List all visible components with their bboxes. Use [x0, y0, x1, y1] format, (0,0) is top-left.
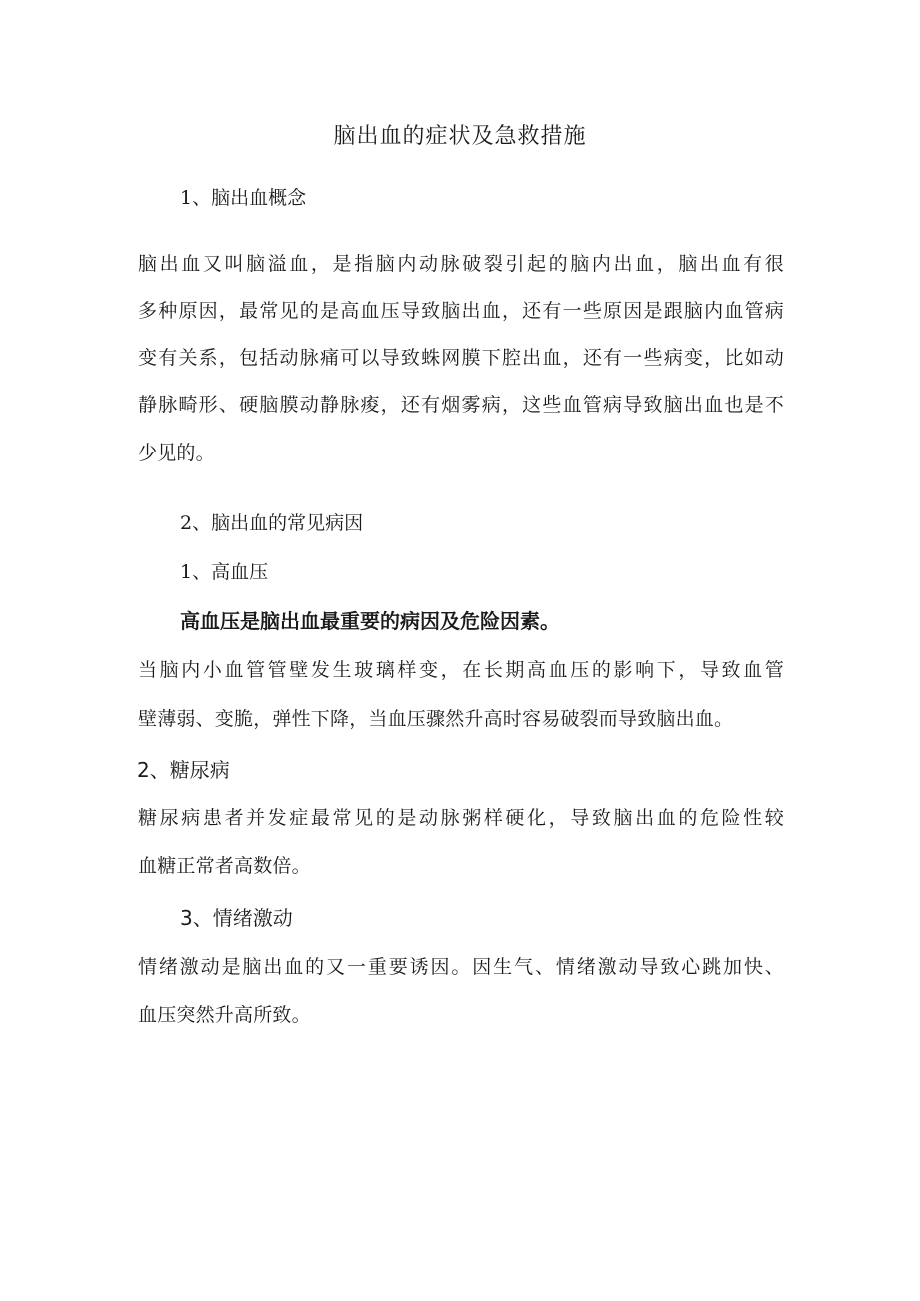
hypertension-paragraph-line: 当脑内小血管管壁发生玻璃样变，在长期高血压的影响下，导致血管	[138, 659, 784, 681]
subheading-diabetes: 2、糖尿病	[137, 758, 230, 782]
diabetes-paragraph-line: 糖尿病患者并发症最常见的是动脉粥样硬化，导致脑出血的危险性较	[138, 807, 784, 829]
subheading-hypertension: 1、高血压	[180, 561, 269, 583]
concept-paragraph-line: 静脉畸形、硬脑膜动静脉痠，还有烟雾病，这些血管病导致脑出血也是不	[138, 394, 784, 416]
section-heading-causes: 2、脑出血的常见病因	[180, 512, 364, 534]
concept-paragraph-line: 变有关系，包括动脉痛可以导致蛛网膜下腔出血，还有一些病变，比如动	[138, 347, 784, 369]
hypertension-emphasis: 高血压是脑出血最重要的病因及危险因素。	[180, 609, 560, 633]
diabetes-paragraph-line: 血糖正常者高数倍。	[138, 855, 311, 877]
concept-paragraph-line: 少见的。	[138, 442, 215, 464]
section-heading-concept: 1、脑出血概念	[180, 187, 307, 209]
concept-paragraph-line: 多种原因，最常见的是高血压导致脑出血，还有一些原因是跟脑内血管病	[138, 300, 784, 322]
document-title: 脑出血的症状及急救措施	[333, 124, 587, 149]
emotion-paragraph-line: 情绪激动是脑出血的又一重要诱因。因生气、情绪激动导致心跳加快、	[138, 956, 784, 978]
hypertension-paragraph-line: 壁薄弱、变脆，弹性下降，当血压骤然升高时容易破裂而导致脑出血。	[138, 708, 734, 730]
subheading-emotion: 3、情绪激动	[180, 906, 293, 930]
concept-paragraph-line: 脑出血又叫脑溢血，是指脑内动脉破裂引起的脑内出血，脑出血有很	[138, 253, 784, 275]
emotion-paragraph-line: 血压突然升高所致。	[138, 1004, 311, 1026]
